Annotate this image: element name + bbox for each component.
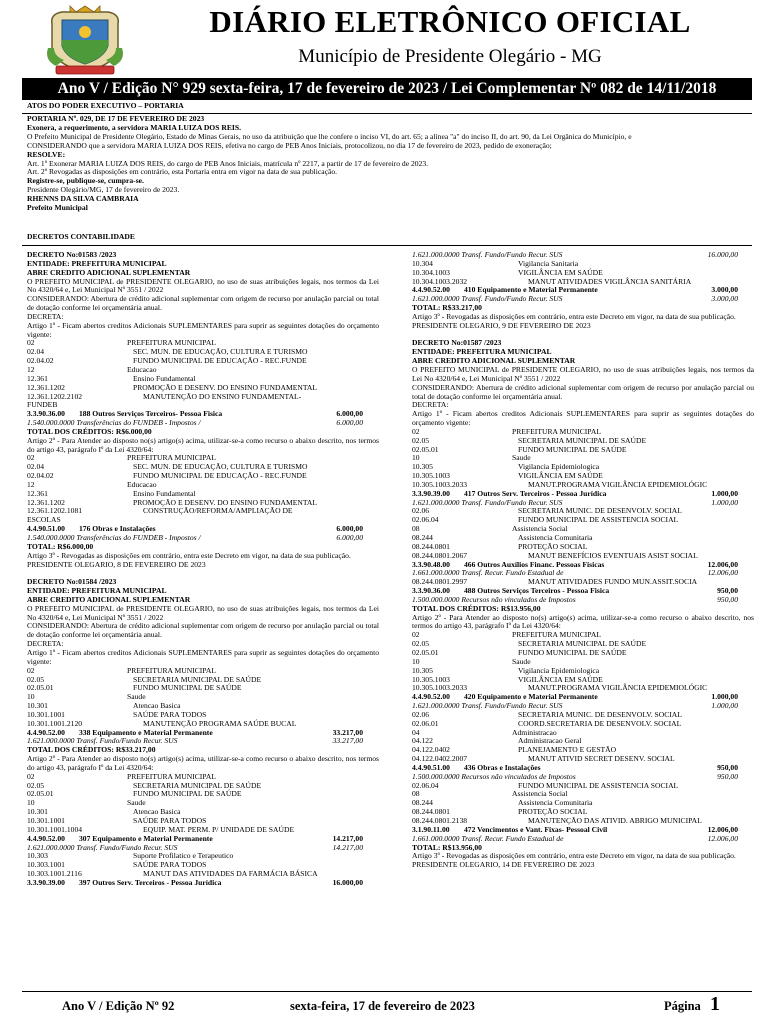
budget-code: 10.303.1001 [27, 860, 65, 870]
budget-code: 3.3.90.36.00 [27, 409, 65, 419]
line-text: ABRE CREDITO ADICIONAL SUPLEMENTAR [27, 594, 191, 604]
line-text: TOTAL: R$6.000,00 [27, 541, 94, 551]
line-text: 1.621.000.0000 Transf. Fundo/Fundo Recur. SUS [412, 497, 563, 507]
line-text: 1.621.000.0000 Transf. Fundo/Fundo Recur. SUS [27, 842, 178, 852]
municipal-coat-of-arms-icon [42, 4, 128, 76]
amount-value: 950,00 [717, 762, 738, 772]
line-text: O PREFEITO MUNICIPAL de PRESIDENTE OLEGARIO, no uso de suas atribuições legais, nos termos da Lei No 4320/64 e, Lei Municipal Nº 3551 / 2022 [27, 603, 379, 622]
budget-code: 02.05.01 [27, 789, 54, 799]
atos-section [27, 102, 747, 111]
line-text: 1.621.000.0000 Transf. Fundo/Fundo Recur. SUS [412, 250, 563, 259]
amount-value: 950,00 [717, 771, 738, 781]
line-text: ENTIDADE: PREFEITURA MUNICIPAL [412, 347, 552, 357]
budget-description: Assistencia Comunitaria [518, 798, 593, 808]
budget-code: 10.301.1001 [27, 816, 65, 825]
paragraph [412, 366, 754, 384]
budget-description: 410 Equipamento e Material Permanente [464, 285, 598, 295]
portaria-art2: Art. 2º Revogadas as disposições em contrário, esta Portaria entra em vigor na data de sua publicação. [27, 167, 338, 177]
line-text: FUNDEB [27, 400, 58, 410]
budget-code: 02 [27, 453, 35, 463]
budget-description: Vigilancia Epidemiologica [518, 665, 600, 675]
budget-code: 08.244.0801 [412, 541, 450, 551]
budget-description: Educacao [127, 479, 157, 489]
budget-line [412, 720, 754, 729]
budget-code: 04.122.0402.2007 [412, 754, 468, 764]
budget-code: 04.122.0402 [412, 745, 450, 755]
budget-description: PREFEITURA MUNICIPAL [512, 426, 601, 436]
budget-code: 10.304 [412, 258, 433, 268]
budget-description: SECRETARIA MUNIC. DE DESENVOLV. SOCIAL [518, 506, 682, 516]
paragraph [412, 614, 754, 632]
budget-line [27, 790, 379, 799]
amount-value: 6.000,00 [336, 409, 363, 419]
budget-line [412, 782, 754, 791]
edition-bar: Ano V / Edição N° 929 sexta-feira, 17 de fevereiro de 2023 / Lei Complementar Nº 082 de 14/11/2018 [22, 78, 752, 100]
line-text: 1.540.000.0000 Transferências do FUNDEB - Impostos / [27, 418, 201, 428]
budget-line [27, 879, 379, 888]
line-text: ABRE CREDITO ADICIONAL SUPLEMENTAR [412, 356, 576, 366]
budget-code: 08.244.0801.2138 [412, 816, 468, 825]
budget-code: 12.361 [27, 373, 48, 383]
budget-code: 4.4.90.51.00 [27, 524, 65, 534]
budget-description: Assistencia Comunitaria [518, 533, 593, 542]
left-column [27, 251, 379, 888]
budget-description: PROTEÇÃO SOCIAL [518, 807, 588, 817]
budget-code: 02.05.01 [412, 647, 439, 657]
budget-code: 08.244 [412, 798, 433, 808]
budget-description: SECRETARIA MUNICIPAL DE SAÚDE [518, 435, 647, 445]
paragraph [27, 755, 379, 773]
budget-code: 02.06.04 [412, 515, 439, 525]
budget-description: 417 Outros Serv. Terceiros - Pessoa Jurídica [464, 488, 607, 498]
line-text: 1.621.000.0000 Transf. Fundo/Fundo Recur. SUS [412, 294, 563, 304]
amount-value: 16.000,00 [332, 877, 363, 887]
paragraph [27, 295, 379, 313]
budget-description: MANUT.PROGRAMA VIGILÂNCIA EPIDEMIOLÓGIC [528, 683, 708, 693]
footer-date [290, 999, 475, 1014]
budget-description: Ensino Fundamental [133, 373, 196, 383]
budget-description: Saude [127, 798, 146, 808]
amount-value: 3.000,00 [711, 285, 738, 295]
amount-value: 33.217,00 [332, 727, 363, 737]
amount-value: 16.000,00 [707, 250, 738, 259]
portaria-signatory: RHENNS DA SILVA CAMBRAIA [27, 194, 139, 204]
budget-code: 10.301.1001 [27, 709, 65, 719]
line-text: 1.500.000.0000 Recursos não vinculados de Impostos [412, 594, 576, 604]
budget-code: 02.06 [412, 506, 430, 516]
budget-description: PLANEJAMENTO E GESTÃO [518, 745, 617, 755]
right-column [412, 251, 754, 870]
budget-description: FUNDO MUNICIPAL DE EDUCAÇÃO - REC.FUNDE [133, 356, 307, 366]
budget-description: MANUTENÇÃO DO ENSINO FUNDAMENTAL- [143, 391, 302, 401]
budget-code: 02.04 [27, 462, 45, 472]
line-text: CONSIDERANDO: Abertura de crédito adicional suplementar com origem de recurso por anulação parcial ou total de dotação conforme lei orçamentária anual. [412, 382, 754, 401]
budget-description: FUNDO MUNICIPAL DE ASSISTENCIA SOCIAL [518, 515, 679, 525]
budget-description: Saude [512, 656, 531, 666]
budget-line [27, 799, 379, 808]
budget-code: 10.305.1003 [412, 674, 450, 684]
budget-description: SECRETARIA MUNICIPAL DE SAÚDE [133, 674, 262, 684]
budget-code: 12.361.1202 [27, 382, 65, 392]
line-text: Artigo 3º - Revogadas as disposições em contrário, entra este Decreto em vigor, na data de sua publicação. [412, 851, 736, 861]
budget-code: 12 [27, 364, 35, 374]
budget-code: 04.122 [412, 736, 433, 746]
budget-description: 420 Equipamento e Material Permanente [464, 692, 598, 702]
budget-code: 10 [27, 798, 35, 808]
page-footer [22, 993, 752, 1017]
budget-description: 338 Equipamento e Material Permanente [79, 727, 213, 737]
budget-description: Atencao Basica [133, 701, 181, 711]
portaria-date: Presidente Olegário/MG, 17 de fevereiro de 2023. [27, 185, 180, 195]
budget-code: 10 [412, 656, 420, 666]
budget-description: MANUTENÇÃO DAS ATIVID. ABRIGO MUNICIPAL [528, 816, 702, 825]
amount-value: 12.006,00 [707, 824, 738, 834]
budget-line [412, 446, 754, 455]
text-line [27, 561, 379, 570]
budget-line [412, 729, 754, 738]
masthead [0, 0, 770, 78]
portaria-block [27, 115, 747, 213]
budget-code: 10.305.1003 [412, 471, 450, 481]
text-line [412, 861, 754, 870]
budget-code: 02.06.01 [412, 718, 439, 728]
budget-description: Assistencia Social [512, 789, 568, 799]
budget-code: 10.303 [27, 851, 48, 861]
amount-value: 6.000,00 [336, 418, 363, 428]
line-text: Artigo 1º - Ficam abertos creditos Adicionais SUPLEMENTARES para suprir as seguintes dotações do orçamento vigente: [412, 409, 754, 428]
budget-code: 3.3.90.39.00 [27, 877, 65, 887]
amount-value: 12.006,00 [707, 559, 738, 569]
paragraph [27, 322, 379, 340]
budget-code: 12.361.1202.1081 [27, 506, 83, 516]
budget-code: 10.305.1003.2033 [412, 479, 468, 489]
budget-code: 02 [412, 426, 420, 436]
budget-code: 02.06.04 [412, 780, 439, 790]
line-text: O PREFEITO MUNICIPAL de PRESIDENTE OLEGARIO, no uso de suas atribuições legais, nos termos da Lei No 4320/64 e, Lei Municipal Nº 3551 / 2022 [412, 364, 754, 383]
budget-description: MANUT ATIVID SECRET DESENV. SOCIAL [528, 754, 675, 764]
line-text: ESCOLAS [27, 515, 61, 525]
budget-code: 10.301 [27, 701, 48, 711]
line-text: Artigo 1º - Ficam abertos creditos Adicionais SUPLEMENTARES para suprir as seguintes dotações do orçamento vigente: [27, 320, 379, 339]
budget-description: Administracao [512, 727, 557, 737]
line-text: DECRETA: [412, 400, 449, 410]
budget-description: PREFEITURA MUNICIPAL [127, 338, 216, 348]
budget-description: MANUT ATIVIDADES FUNDO MUN.ASSIT.SOCIA [528, 577, 698, 587]
budget-code: 12.361 [27, 488, 48, 498]
line-text: DECRETO No:01587 /2023 [412, 338, 502, 348]
budget-code: 10.305 [412, 462, 433, 472]
budget-description: PROMOÇÃO E DESENV. DO ENSINO FUNDAMENTAL [133, 382, 318, 392]
budget-description: Vigilancia Epidemiologica [518, 462, 600, 472]
budget-code: 10 [27, 692, 35, 702]
line-text: 1.540.000.0000 Transferências do FUNDEB - Impostos / [27, 533, 201, 542]
portaria-considerando: CONSIDERANDO que a servidora MARIA LUIZA DOS REIS, efetiva no cargo de PEB Anos Iniciais, protocolizou, no dia 17 de fevereiro de 2023, pedido de exoneração; [27, 140, 552, 150]
budget-description: MANUT DAS ATIVIDADES DA FARMÁCIA BÁSICA [143, 869, 318, 879]
budget-code: 3.3.90.36.00 [412, 586, 450, 596]
footer-divider [22, 991, 752, 992]
budget-description: Ensino Fundamental [133, 488, 196, 498]
budget-line [27, 472, 379, 481]
amount-value: 1.000,00 [711, 488, 738, 498]
budget-description: FUNDO MUNICIPAL DE SAÚDE [133, 789, 242, 799]
portaria-preamble: O Prefeito Municipal de Presidente Olegário, Estado de Minas Gerais, no uso da atribuição que lhe confere o inciso VI, do art. 65; a alínea "a" do inciso II, do art. 90, da Lei Orgânica do Município, e [27, 131, 632, 141]
line-text: PRESIDENTE OLEGARIO, 14 DE FEVEREIRO DE 2023 [412, 860, 595, 870]
budget-line [27, 684, 379, 693]
newspaper-title: DIÁRIO ELETRÔNICO OFICIAL [209, 4, 691, 39]
budget-code: 4.4.90.52.00 [412, 692, 450, 702]
budget-line [27, 507, 379, 516]
line-text: 1.621.000.0000 Transf. Fundo/Fundo Recur. SUS [27, 736, 178, 746]
budget-description: 466 Outros Auxílios Financ. Pessoas Físicas [464, 559, 605, 569]
portaria-signatory-role: Prefeito Municipal [27, 203, 88, 213]
budget-code: 3.3.90.39.00 [412, 488, 450, 498]
budget-code: 10.305.1003.2033 [412, 683, 468, 693]
budget-description: FUNDO MUNICIPAL DE SAÚDE [518, 444, 627, 454]
portaria-title: PORTARIA Nº. 029, DE 17 DE FEVEREIRO DE 2023 [27, 114, 205, 123]
budget-description: Atencao Basica [133, 807, 181, 817]
budget-code: 02.06 [412, 709, 430, 719]
line-text: Artigo 2º - Para Atender ao disposto no(s) artigo(s) acima, utilizar-se-a como recurso o abaixo descrito, nos termos do artigo 43, parágrafo Iº da Lei 4320/64: [412, 612, 754, 631]
budget-code: 02.04.02 [27, 471, 54, 481]
budget-code: 02.04.02 [27, 356, 54, 366]
amount-value: 6.000,00 [336, 533, 363, 542]
line-text: 1.500.000.0000 Recursos não vinculados de Impostos [412, 771, 576, 781]
portaria-resolve: RESOLVE: [27, 149, 66, 159]
line-text: Artigo 3º - Revogadas as disposições em contrário, entra este Decreto em vigor, na data de sua publicação. [27, 550, 351, 560]
footer-edition: Ano V / Edição Nº 92 [62, 999, 175, 1013]
line-text: Artigo 2º - Para Atender ao disposto no(s) artigo(s) acima, utilizar-se-a como recurso o abaixo descrito, nos termos do artigo 43, parágrafo Iº da Lei 4320/64: [27, 435, 379, 454]
budget-description: PREFEITURA MUNICIPAL [512, 630, 601, 640]
budget-code: 02 [27, 665, 35, 675]
budget-description: VIGILÂNCIA EM SAÚDE [518, 267, 603, 277]
budget-description: VIGILÂNCIA EM SAÚDE [518, 471, 603, 481]
budget-line [27, 693, 379, 702]
budget-description: SEC. MUN. DE EDUCAÇÃO, CULTURA E TURISMO [133, 462, 308, 472]
budget-description: 188 Outros Serviços Terceiros- Pessoa Fisica [79, 409, 223, 419]
footer-page-number: 1 [710, 993, 720, 1015]
budget-description: FUNDO MUNICIPAL DE EDUCAÇÃO - REC.FUNDE [133, 471, 307, 481]
budget-description: MANUT BENEFÍCIOS EVENTUAIS ASIST SOCIAL [528, 550, 698, 560]
budget-code: 12 [27, 479, 35, 489]
line-text: ENTIDADE: PREFEITURA MUNICIPAL [27, 586, 167, 596]
budget-line [27, 366, 379, 375]
amount-value: 950,00 [717, 586, 738, 596]
amount-value: 1.000,00 [711, 497, 738, 507]
amount-value: 1.000,00 [711, 692, 738, 702]
decretos-heading: DECRETOS CONTABILIDADE [27, 232, 135, 241]
amount-value: 3.000,00 [711, 294, 738, 304]
line-text: 1.661.000.0000 Transf. Recur. Fundo Estadual de [412, 833, 564, 843]
amount-value: 12.006,00 [707, 568, 738, 578]
line-text: DECRETA: [27, 311, 64, 321]
line-text: TOTAL DOS CRÉDITOS: R$6.000,00 [27, 426, 152, 436]
paragraph [27, 622, 379, 640]
line-text: DECRETO No:01584 /2023 [27, 577, 117, 587]
budget-code: 04 [412, 727, 420, 737]
budget-description: PREFEITURA MUNICIPAL [127, 453, 216, 463]
footer-page-label: Página [664, 999, 701, 1013]
line-text: Artigo 2º - Para Atender ao disposto no(s) artigo(s) acima, utilizar-se-a como recurso o abaixo descrito, nos termos do artigo 43, parágrafo Iº da Lei 4320/64: [27, 754, 379, 772]
budget-description: FUNDO MUNICIPAL DE SAÚDE [518, 647, 627, 657]
budget-description: SEC. MUN. DE EDUCAÇÃO, CULTURA E TURISMO [133, 347, 308, 357]
amount-value: 6.000,00 [336, 524, 363, 534]
line-text: TOTAL: R$13.956,00 [412, 842, 482, 852]
budget-description: SAÚDE PARA TODOS [133, 860, 207, 870]
amount-value: 14.217,00 [332, 842, 363, 852]
budget-code: 02.05 [412, 435, 430, 445]
text-line [412, 251, 754, 260]
budget-description: 307 Equipamento e Material Permanente [79, 833, 213, 843]
amount-value: 950,00 [717, 594, 738, 604]
amount-value: 33.217,00 [332, 736, 363, 746]
line-text: TOTAL: R$33.217,00 [412, 303, 482, 313]
budget-description: SAÚDE PARA TODOS [133, 816, 207, 825]
line-text: DECRETA: [27, 639, 64, 649]
budget-description: FUNDO MUNICIPAL DE SAÚDE [133, 683, 242, 693]
paragraph [412, 410, 754, 428]
budget-code: 08.244.0801.2997 [412, 577, 468, 587]
budget-code: 4.4.90.52.00 [27, 727, 65, 737]
budget-description: 397 Outros Serv. Terceiros - Pessoa Jurídica [79, 877, 222, 887]
budget-code: 10.301 [27, 807, 48, 817]
line-text: ENTIDADE: PREFEITURA MUNICIPAL [27, 258, 167, 268]
budget-code: 02.05.01 [27, 683, 54, 693]
portaria-summary: Exonera, a requerimento, a servidora MARIA LUIZA DOS REIS. [27, 122, 241, 132]
line-text: TOTAL DOS CRÉDITOS: R$13.956,00 [412, 603, 541, 613]
budget-code: 12.361.1202 [27, 497, 65, 507]
budget-code: 02 [412, 630, 420, 640]
line-text: TOTAL DOS CRÉDITOS: R$33.217,00 [27, 745, 156, 755]
line-text: 1.621.000.0000 Transf. Fundo/Fundo Recur. SUS [412, 701, 563, 711]
budget-line [412, 649, 754, 658]
budget-code: 4.4.90.51.00 [412, 762, 450, 772]
budget-description: SECRETARIA MUNICIPAL DE SAÚDE [518, 639, 647, 649]
decretos-section [27, 233, 747, 242]
line-text: 1.661.000.0000 Transf. Recur. Fundo Estadual de [412, 568, 564, 578]
budget-code: 10.304.1003 [412, 267, 450, 277]
budget-line [27, 481, 379, 490]
budget-code: 02.04 [27, 347, 45, 357]
budget-description: PROMOÇÃO E DESENV. DO ENSINO FUNDAMENTAL [133, 497, 318, 507]
line-text: Artigo 3º - Revogadas as disposições em contrário, entra este Decreto em vigor, na data de sua publicação. [412, 311, 736, 321]
municipality-subtitle: Município de Presidente Olegário - MG [298, 46, 602, 67]
divider [22, 245, 752, 246]
budget-code: 10.305 [412, 665, 433, 675]
budget-code: 02.05 [27, 674, 45, 684]
budget-description: EQUIP. MAT. PERM. P/ UNIDADE DE SAÚDE [143, 824, 295, 834]
budget-code: 08.244.0801.2067 [412, 550, 468, 560]
budget-description: PROTEÇÃO SOCIAL [518, 541, 588, 551]
budget-description: SECRETARIA MUNIC. DE DESENVOLV. SOCIAL [518, 709, 682, 719]
budget-description: PREFEITURA MUNICIPAL [127, 771, 216, 781]
footer-date-text: sexta-feira, 17 de fevereiro de 2023 [290, 999, 475, 1013]
budget-description: SAÚDE PARA TODOS [133, 709, 207, 719]
budget-description: Saude [512, 453, 531, 463]
line-text: O PREFEITO MUNICIPAL de PRESIDENTE OLEGARIO, no uso de suas atribuições legais, nos termos da Lei No 4320/64 e, Lei Municipal Nº 3551 / 2022 [27, 276, 379, 295]
budget-description: FUNDO MUNICIPAL DE ASSISTENCIA SOCIAL [518, 780, 679, 790]
budget-code: 4.4.90.52.00 [412, 285, 450, 295]
budget-code: 10.304.1003.2032 [412, 276, 468, 286]
budget-code: 02.05 [27, 780, 45, 790]
budget-code: 10.301.1001.1004 [27, 824, 83, 834]
line-text: ABRE CREDITO ADICIONAL SUPLEMENTAR [27, 267, 191, 277]
paragraph [27, 278, 379, 296]
budget-code: 10.303.1001.2116 [27, 869, 82, 879]
budget-line [412, 516, 754, 525]
budget-description: VIGILÂNCIA EM SAÚDE [518, 674, 603, 684]
atos-heading: ATOS DO PODER EXECUTIVO – PORTARIA [27, 101, 184, 110]
text-line [412, 322, 754, 331]
budget-line [27, 357, 379, 366]
budget-description: SECRETARIA MUNICIPAL DE SAÚDE [133, 780, 262, 790]
paragraph [412, 384, 754, 402]
portaria-publish: Registre-se, publique-se, cumpra-se. [27, 176, 144, 186]
amount-value: 14.217,00 [332, 833, 363, 843]
budget-code: 08 [412, 789, 420, 799]
line-text: CONSIDERANDO: Abertura de crédito adicional suplementar com origem de recurso por anulação parcial ou total de dotação conforme lei orçamentária anual. [27, 294, 379, 313]
paragraph [27, 605, 379, 623]
budget-code: 12.361.1202.2102 [27, 391, 83, 401]
amount-value: 1.000,00 [711, 701, 738, 711]
budget-description: Vigilancia Sanitaria [518, 258, 579, 268]
budget-code: 08.244.0801 [412, 807, 450, 817]
budget-code: 10.301.1001.2120 [27, 718, 83, 728]
line-text: Artigo 1º - Ficam abertos creditos Adicionais SUPLEMENTARES para suprir as seguintes dotações do orçamento vigente: [27, 647, 379, 666]
budget-description: MANUTENÇÃO PROGRAMA SAÚDE BUCAL [143, 718, 297, 728]
budget-description: 176 Obras e Instalações [79, 524, 156, 534]
budget-description: COORD.SECRETARIA DE DESENVOLV. SOCIAL [518, 718, 682, 728]
budget-description: 472 Vencimentos e Vant. Fixas- Pessoal Civil [464, 824, 608, 834]
budget-description: 436 Obras e Instalações [464, 762, 541, 772]
line-text: CONSIDERANDO: Abertura de crédito adicional suplementar com origem de recurso por anulação parcial ou total de dotação conforme lei orçamentária anual. [27, 621, 379, 640]
budget-description: CONSTRUÇÃO/REFORMA/AMPLIAÇÃO DE [143, 506, 293, 516]
budget-code: 02 [27, 338, 35, 348]
portaria-art1: Art. 1º Exonerar MARIA LUIZA DOS REIS, do cargo de PEB Anos Iniciais, matrícula nº 2217, a partir de 17 de fevereiro de 2023. [27, 158, 429, 168]
budget-description: Saude [127, 692, 146, 702]
budget-description: Educacao [127, 364, 157, 374]
paragraph [27, 649, 379, 667]
budget-code: 3.1.90.11.00 [412, 824, 450, 834]
budget-description: MANUT.PROGRAMA VIGILÂNCIA EPIDEMIOLÓGIC [528, 479, 708, 489]
budget-code: 02.05.01 [412, 444, 439, 454]
budget-code: 08 [412, 524, 420, 534]
budget-description: 488 Outros Serviços Terceiros - Pessoa Fisica [464, 586, 610, 596]
budget-code: 02 [27, 771, 35, 781]
budget-code: 02.05 [412, 639, 430, 649]
budget-code: 10 [412, 453, 420, 463]
budget-description: PREFEITURA MUNICIPAL [127, 665, 216, 675]
line-text: PRESIDENTE OLEGARIO, 8 DE FEVEREIRO DE 2023 [27, 559, 206, 569]
paragraph [27, 437, 379, 455]
budget-description: Suporte Profilatico e Terapeutico [133, 851, 234, 861]
amount-value: 12.006,00 [707, 833, 738, 843]
budget-code: 08.244 [412, 533, 433, 542]
budget-description: MANUT ATIVIDADES VIGILÂNCIA SANITÁRIA [528, 276, 692, 286]
budget-line [27, 393, 379, 402]
line-text: DECRETO No:01583 /2023 [27, 250, 117, 259]
budget-code: 3.3.90.48.00 [412, 559, 450, 569]
budget-description: Assistencia Social [512, 524, 568, 534]
budget-code: 4.4.90.52.00 [27, 833, 65, 843]
budget-description: Administracao Geral [518, 736, 582, 746]
line-text: PRESIDENTE OLEGARIO, 9 DE FEVEREIRO DE 2023 [412, 320, 591, 330]
